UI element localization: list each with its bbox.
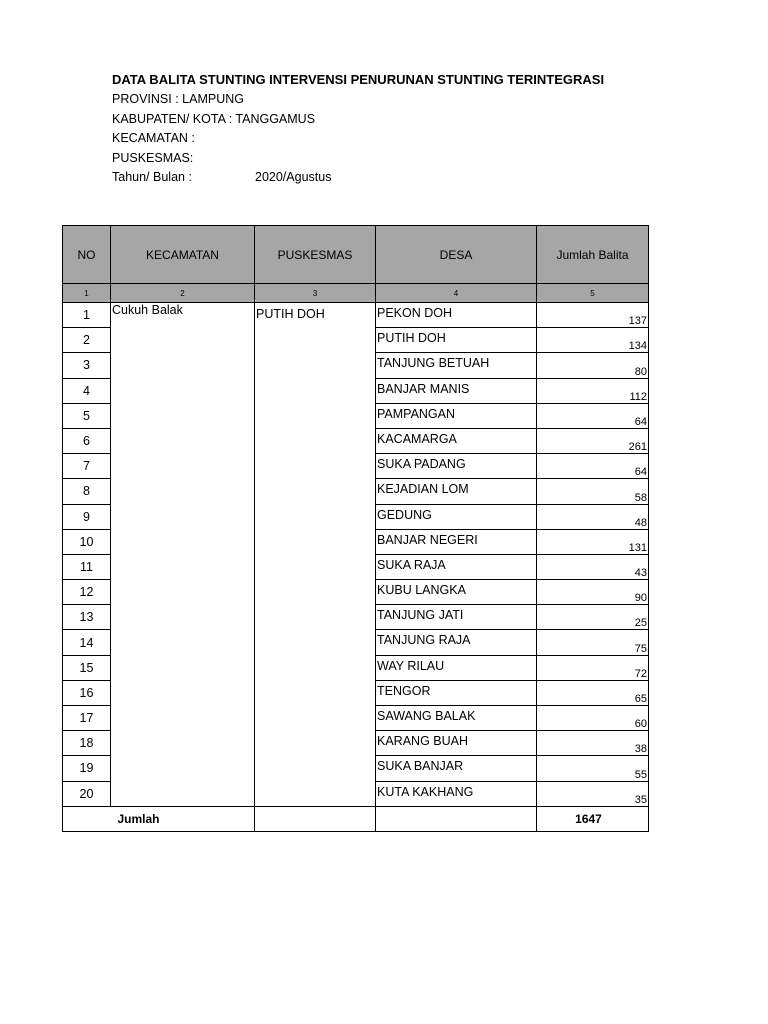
jumlah-cell: 90	[537, 580, 649, 605]
jumlah-cell: 58	[537, 479, 649, 504]
desa-cell: SUKA PADANG	[376, 454, 537, 479]
health-center-line: PUSKESMAS:	[112, 150, 194, 165]
row-number: 8	[63, 479, 111, 504]
desa-cell: KUBU LANGKA	[376, 580, 537, 605]
desa-cell: GEDUNG	[376, 504, 537, 529]
desa-cell: PAMPANGAN	[376, 403, 537, 428]
jumlah-cell: 112	[537, 378, 649, 403]
desa-cell: TANJUNG BETUAH	[376, 353, 537, 378]
column-header: DESA	[376, 226, 537, 284]
jumlah-cell: 25	[537, 605, 649, 630]
column-number: 3	[255, 284, 376, 303]
puskesmas-cell: PUTIH DOH	[255, 303, 376, 807]
row-number: 10	[63, 529, 111, 554]
jumlah-cell: 38	[537, 731, 649, 756]
table-row	[63, 303, 649, 328]
jumlah-cell: 137	[537, 303, 649, 328]
desa-cell: WAY RILAU	[376, 655, 537, 680]
jumlah-cell: 43	[537, 554, 649, 579]
jumlah-cell: 65	[537, 680, 649, 705]
desa-cell: PUTIH DOH	[376, 328, 537, 353]
column-header: NO	[63, 226, 111, 284]
column-header: PUSKESMAS	[255, 226, 376, 284]
row-number: 4	[63, 378, 111, 403]
stunting-table	[62, 225, 649, 832]
jumlah-cell: 48	[537, 504, 649, 529]
row-number: 1	[63, 303, 111, 328]
row-number: 11	[63, 554, 111, 579]
total-empty-cell	[376, 806, 537, 831]
desa-cell: SUKA RAJA	[376, 554, 537, 579]
row-number: 9	[63, 504, 111, 529]
row-number: 7	[63, 454, 111, 479]
district-line: KECAMATAN :	[112, 131, 195, 145]
row-number: 15	[63, 655, 111, 680]
jumlah-cell: 75	[537, 630, 649, 655]
kecamatan-cell: Cukuh Balak	[111, 303, 255, 807]
row-number: 17	[63, 706, 111, 731]
period-line	[112, 168, 604, 188]
column-number: 5	[537, 284, 649, 303]
column-number: 1	[63, 284, 111, 303]
desa-cell: KEJADIAN LOM	[376, 479, 537, 504]
jumlah-cell: 55	[537, 756, 649, 781]
table-body	[63, 303, 649, 807]
row-number: 6	[63, 428, 111, 453]
jumlah-cell: 64	[537, 454, 649, 479]
total-row	[63, 806, 649, 831]
jumlah-cell: 134	[537, 328, 649, 353]
desa-cell: SUKA BANJAR	[376, 756, 537, 781]
column-number: 4	[376, 284, 537, 303]
column-number: 2	[111, 284, 255, 303]
row-number: 16	[63, 680, 111, 705]
table-header-row	[63, 226, 649, 284]
desa-cell: TANJUNG JATI	[376, 605, 537, 630]
desa-cell: BANJAR NEGERI	[376, 529, 537, 554]
jumlah-cell: 80	[537, 353, 649, 378]
column-header: KECAMATAN	[111, 226, 255, 284]
row-number: 18	[63, 731, 111, 756]
period-value: 2020/Agustus	[255, 170, 332, 184]
desa-cell: TENGOR	[376, 680, 537, 705]
desa-cell: TANJUNG RAJA	[376, 630, 537, 655]
jumlah-cell: 131	[537, 529, 649, 554]
column-header: Jumlah Balita	[537, 226, 649, 284]
row-number: 12	[63, 580, 111, 605]
jumlah-cell: 35	[537, 781, 649, 806]
column-number-row	[63, 284, 649, 303]
total-value: 1647	[537, 806, 649, 831]
desa-cell: KARANG BUAH	[376, 731, 537, 756]
report-title: DATA BALITA STUNTING INTERVENSI PENURUNAN STUNTING TERINTEGRASI	[112, 72, 605, 87]
jumlah-cell: 64	[537, 403, 649, 428]
report-header	[112, 70, 604, 188]
jumlah-cell: 261	[537, 428, 649, 453]
desa-cell: KACAMARGA	[376, 428, 537, 453]
total-label: Jumlah	[63, 806, 255, 831]
row-number: 5	[63, 403, 111, 428]
row-number: 14	[63, 630, 111, 655]
jumlah-cell: 72	[537, 655, 649, 680]
province-line: PROVINSI : LAMPUNG	[112, 92, 244, 106]
desa-cell: PEKON DOH	[376, 303, 537, 328]
jumlah-cell: 60	[537, 706, 649, 731]
desa-cell: KUTA KAKHANG	[376, 781, 537, 806]
row-number: 3	[63, 353, 111, 378]
row-number: 19	[63, 756, 111, 781]
row-number: 13	[63, 605, 111, 630]
row-number: 20	[63, 781, 111, 806]
desa-cell: BANJAR MANIS	[376, 378, 537, 403]
period-label: Tahun/ Bulan :	[112, 170, 192, 184]
total-empty-cell	[255, 806, 376, 831]
row-number: 2	[63, 328, 111, 353]
regency-line: KABUPATEN/ KOTA : TANGGAMUS	[112, 111, 316, 126]
desa-cell: SAWANG BALAK	[376, 706, 537, 731]
